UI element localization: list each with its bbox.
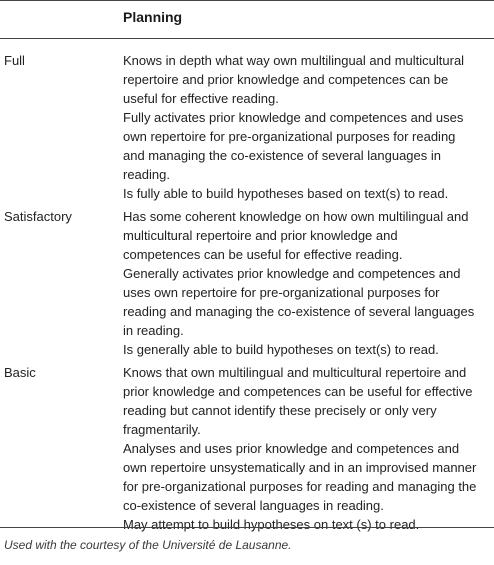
table-footnote: Used with the courtesy of the Université de Lausanne. bbox=[4, 538, 292, 552]
description-line: co-existence of several languages in reading. bbox=[123, 498, 384, 513]
description-line: own repertoire for pre-organizational purposes for reading bbox=[123, 129, 456, 144]
description-line: competences can be useful for effective reading. bbox=[123, 247, 403, 262]
description-line: Is generally able to build hypotheses on text(s) to read. bbox=[123, 342, 439, 357]
table-header-rule bbox=[0, 38, 494, 39]
description-line: for pre-organizational purposes for reading and managing the bbox=[123, 479, 477, 494]
description-line: reading. bbox=[123, 167, 170, 182]
description-line: Is fully able to build hypotheses based on text(s) to read. bbox=[123, 186, 449, 201]
description-line: Has some coherent knowledge on how own multilingual and bbox=[123, 209, 469, 224]
row-description-basic bbox=[123, 363, 491, 534]
row-description-satisfactory bbox=[123, 207, 491, 359]
table-bottom-rule bbox=[0, 527, 494, 528]
description-line: reading and managing the co-existence of several languages bbox=[123, 304, 475, 319]
description-line: Analyses and uses prior knowledge and competences and bbox=[123, 441, 460, 456]
description-line: useful for effective reading. bbox=[123, 91, 279, 106]
table-top-rule bbox=[0, 0, 494, 1]
description-line: Generally activates prior knowledge and competences and bbox=[123, 266, 461, 281]
description-line: repertoire and prior knowledge and competences can be bbox=[123, 72, 449, 87]
row-description-full bbox=[123, 51, 491, 203]
description-line: Knows in depth what way own multilingual and multicultural bbox=[123, 53, 465, 68]
description-line: reading but cannot identify these precisely or only very bbox=[123, 403, 437, 418]
description-line: prior knowledge and competences can be useful for effective bbox=[123, 384, 473, 399]
description-line: May attempt to build hypotheses on text (s) to read. bbox=[123, 517, 420, 532]
description-line: Knows that own multilingual and multicultural repertoire and bbox=[123, 365, 467, 380]
description-line: in reading. bbox=[123, 323, 184, 338]
description-line: Fully activates prior knowledge and competences and uses bbox=[123, 110, 464, 125]
row-label-full: Full bbox=[4, 53, 25, 68]
description-line: uses own repertoire for pre-organizational purposes for bbox=[123, 285, 440, 300]
column-header-planning: Planning bbox=[123, 9, 183, 25]
description-line: own repertoire unsystematically and in an improvised manner bbox=[123, 460, 477, 475]
row-label-satisfactory: Satisfactory bbox=[4, 209, 72, 224]
description-line: multicultural repertoire and prior knowledge and bbox=[123, 228, 398, 243]
row-label-basic: Basic bbox=[4, 365, 36, 380]
description-line: and managing the co-existence of several languages in bbox=[123, 148, 441, 163]
description-line: fragmentarily. bbox=[123, 422, 201, 437]
